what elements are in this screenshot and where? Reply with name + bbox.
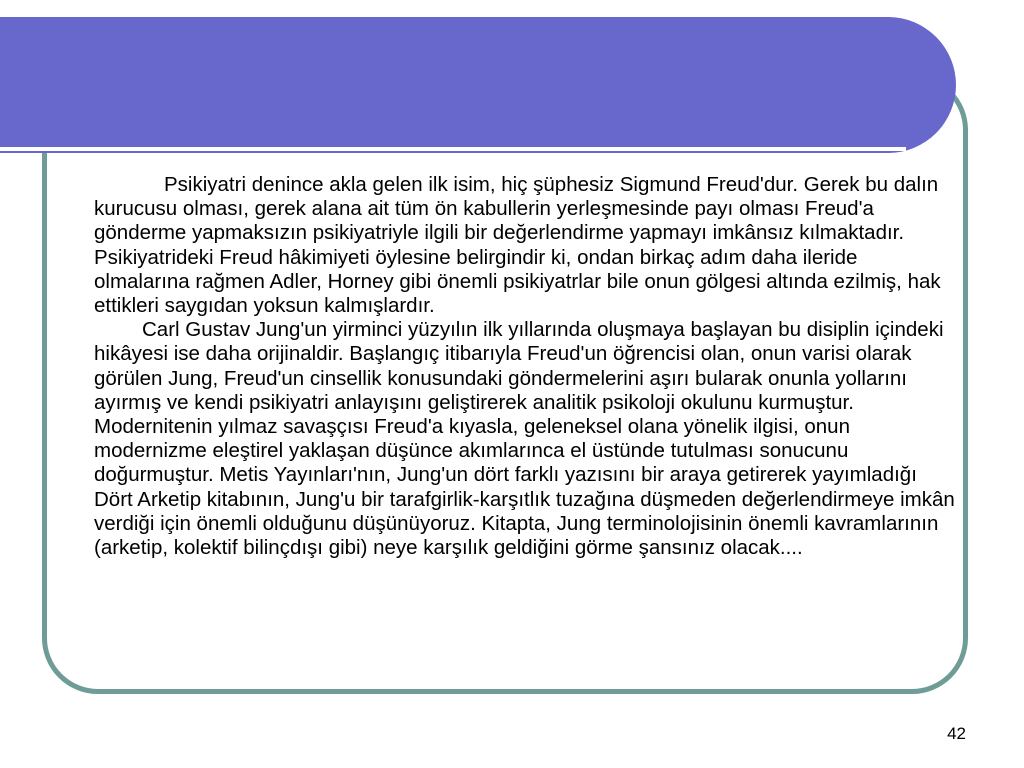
page-number: 42 xyxy=(947,724,966,743)
paragraph-freud: Psikiyatri denince akla gelen ilk isim, hiç şüphesiz Sigmund Freud'dur. Gerek bu dalın kurucusu olması, gerek alana ait tüm ön kabullerin yerleşmesinde payı olması Freud'a gönderme yapmaksızın psikiyatriyle ilgili bir değerlendirme yapmayı imkânsız kılmaktadır. Psikiyatrideki Freud hâkimiyeti öylesine belirgindir ki, ondan birkaç adım daha ileride olmalarına rağmen Adler, Horney gibi önemli psikiyatrlar bile onun gölgesi altında ezilmiş, hak ettikleri saygıdan yoksun kalmışlardır. xyxy=(94,173,941,318)
slide-body xyxy=(94,173,956,560)
header-band xyxy=(0,17,956,153)
paragraph-jung: Carl Gustav Jung'un yirminci yüzyılın ilk yıllarında oluşmaya başlayan bu disiplin içindeki hikâyesi ise daha orijinaldir. Başlangıç itibarıyla Freud'un öğrencisi olan, onun varisi olarak görülen Jung, Freud'un cinsellik konusundaki göndermelerini aşırı bularak onunla yollarını ayırmış ve kendi psikiyatri anlayışını geliştirerek analitik psikoloji okulunu kurmuştur. Modernitenin yılmaz savaşçısı Freud'a kıyasla, geleneksel olana yönelik ilgisi, onun modernizme eleştirel yaklaşan düşünce akımlarınca el üstünde tutulması sonucunu doğurmuştur. Metis Yayınları'nın, Jung'un dört farklı yazısını bir araya getirerek yayımladığı Dört Arketip kitabının, Jung'u bir tarafgirlik-karşıtlık tuzağına düşmeden değerlendirmeye imkân verdiği için önemli olduğunu düşünüyoruz. Kitapta, Jung terminolojisinin önemli kavramlarının (arketip, kolektif bilinçdışı gibi) neye karşılık geldiğini görme şansınız olacak.... xyxy=(94,318,955,560)
header-divider-line xyxy=(0,147,906,151)
